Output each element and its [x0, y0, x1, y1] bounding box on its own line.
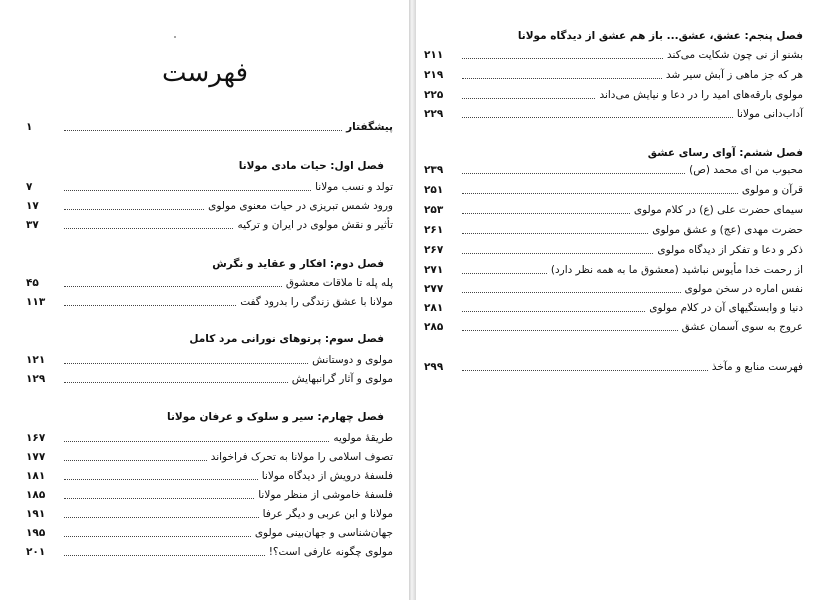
toc-page: ۱۹۱	[26, 508, 46, 520]
toc-title: ورود شمس تبریزی در حیات معنوی مولوی	[208, 200, 393, 212]
toc-page: ۲۶۷	[424, 244, 444, 256]
chapter-heading: فصل دوم: افکار و عقاید و نگرش	[212, 258, 384, 270]
chapter-heading: فصل پنجم: عشق، عشق... باز هم عشق از دیدگاه مولانا	[517, 30, 803, 42]
toc-page: ۲۸۵	[424, 321, 444, 333]
toc-row[interactable]	[424, 67, 803, 83]
toc-page: ۲۲۹	[424, 108, 444, 120]
toc-row[interactable]	[424, 262, 803, 278]
toc-title: مولوی چگونه عارفی است؟!	[268, 546, 393, 558]
book-gutter	[409, 0, 416, 600]
chapter-heading: فصل چهارم: سیر و سلوک و عرفان مولانا	[167, 411, 384, 423]
chapter-heading: فصل اول: حیات مادی مولانا	[238, 160, 384, 172]
toc-title: فهرست منابع و مآخذ	[711, 361, 803, 373]
dot-leader	[462, 273, 547, 274]
toc-row[interactable]	[26, 449, 393, 465]
chapter-heading: فصل ششم: آوای رسای عشق	[647, 147, 803, 159]
dot-leader	[462, 117, 733, 118]
dot-leader	[64, 130, 342, 131]
dot-leader	[462, 193, 738, 194]
toc-page: ۲۳۹	[424, 164, 444, 176]
toc-row[interactable]	[26, 468, 393, 484]
toc-title: هر که جز ماهی ز آبش سیر شد	[665, 69, 803, 81]
toc-row-preface[interactable]	[26, 119, 393, 135]
right-page	[416, 0, 823, 600]
toc-row[interactable]	[424, 162, 803, 178]
toc-page: ۱	[26, 121, 33, 133]
toc-row[interactable]	[26, 198, 393, 214]
toc-row[interactable]	[26, 430, 393, 446]
toc-row[interactable]	[26, 275, 393, 291]
page-title: فهرست	[161, 58, 249, 88]
toc-row[interactable]	[26, 544, 393, 560]
toc-page: ۱۶۷	[26, 432, 46, 444]
toc-row[interactable]	[424, 242, 803, 258]
toc-title: سیمای حضرت علی (ع) در کلام مولوی	[633, 204, 803, 216]
toc-title: تأثیر و نقش مولوی در ایران و ترکیه	[237, 219, 393, 231]
dot-leader	[462, 213, 630, 214]
dot-leader	[462, 311, 645, 312]
dot-leader	[64, 517, 259, 518]
toc-page: ۱۸۱	[26, 470, 46, 482]
toc-page: ۲۸۱	[424, 302, 444, 314]
dot-leader	[64, 536, 251, 537]
dot-leader	[462, 330, 678, 331]
toc-row[interactable]	[424, 222, 803, 238]
toc-title: پیشگفتار	[346, 121, 393, 133]
toc-row[interactable]	[26, 217, 393, 233]
toc-title: نفس اماره در سخن مولوی	[684, 283, 803, 295]
toc-row[interactable]	[424, 202, 803, 218]
dot-leader	[64, 479, 258, 480]
toc-row[interactable]	[26, 371, 393, 387]
toc-page: ۲۷۱	[424, 264, 444, 276]
toc-page: ۱۷	[26, 200, 39, 212]
toc-title: فلسفهٔ خاموشی از منظر مولانا	[258, 489, 393, 501]
toc-title: محبوب من ای محمد (ص)	[689, 164, 803, 176]
dot-leader	[64, 382, 288, 383]
toc-page: ۲۱۹	[424, 69, 444, 81]
toc-title: فلسفهٔ درویش از دیدگاه مولانا	[261, 470, 393, 482]
dot-leader	[462, 233, 648, 234]
toc-title: عروج به سوی آسمان عشق	[681, 321, 803, 333]
toc-page: ۲۱۱	[424, 49, 444, 61]
toc-row[interactable]	[26, 179, 393, 195]
toc-row[interactable]	[424, 47, 803, 63]
toc-title: جهان‌شناسی و جهان‌بینی مولوی	[254, 527, 393, 539]
dot-leader	[462, 370, 708, 371]
toc-page: ۱۹۵	[26, 527, 46, 539]
dot-leader	[64, 209, 204, 210]
toc-page: ۱۷۷	[26, 451, 46, 463]
toc-page: ۲۰۱	[26, 546, 46, 558]
dot-leader	[462, 58, 663, 59]
toc-page: ۴۵	[26, 277, 39, 289]
toc-title: از رحمت خدا مأیوس نباشید (معشوق ما به همه نظر دارد)	[550, 264, 803, 276]
toc-title: دنیا و وابستگیهای آن در کلام مولوی	[649, 302, 803, 314]
toc-row[interactable]	[26, 525, 393, 541]
toc-title: بشنو از نی چون شکایت می‌کند	[667, 49, 803, 61]
toc-title: مولوی و دوستانش	[312, 354, 393, 366]
toc-title: مولانا با عشق زندگی را بدرود گفت	[240, 296, 393, 308]
toc-row[interactable]	[26, 506, 393, 522]
toc-page: ۷	[26, 181, 33, 193]
dot-leader	[462, 253, 653, 254]
dot-leader	[462, 173, 685, 174]
toc-title: پله پله تا ملاقات معشوق	[285, 277, 393, 289]
toc-title: آداب‌دانی مولانا	[736, 108, 803, 120]
toc-title: قرآن و مولوی	[741, 184, 803, 196]
dot-leader	[64, 498, 254, 499]
toc-page: ۲۵۳	[424, 204, 444, 216]
toc-page: ۲۷۷	[424, 283, 444, 295]
dot-leader	[64, 363, 308, 364]
left-page	[0, 0, 409, 600]
toc-title: مولوی و آثار گرانبهایش	[291, 373, 393, 385]
toc-page: ۲۶۱	[424, 224, 444, 236]
toc-row[interactable]	[26, 487, 393, 503]
paper-speck	[174, 36, 176, 38]
toc-page: ۱۲۹	[26, 373, 46, 385]
toc-page: ۳۷	[26, 219, 39, 231]
dot-leader	[64, 228, 233, 229]
toc-row[interactable]	[424, 300, 803, 316]
dot-leader	[462, 98, 595, 99]
toc-title: تولد و نسب مولانا	[315, 181, 393, 193]
toc-row[interactable]	[424, 182, 803, 198]
toc-title: ذکر و دعا و تفکر از دیدگاه مولوی	[657, 244, 803, 256]
toc-row[interactable]	[424, 106, 803, 122]
dot-leader	[462, 292, 681, 293]
toc-row[interactable]	[26, 352, 393, 368]
toc-row[interactable]	[424, 87, 803, 103]
toc-row[interactable]	[424, 281, 803, 297]
toc-row[interactable]	[424, 319, 803, 335]
dot-leader	[64, 190, 311, 191]
dot-leader	[64, 305, 236, 306]
toc-title: طریقهٔ مولویه	[333, 432, 393, 444]
dot-leader	[64, 460, 207, 461]
toc-row-sources[interactable]	[424, 359, 803, 375]
dot-leader	[462, 78, 662, 79]
toc-page: ۱۲۱	[26, 354, 46, 366]
toc-page: ۲۲۵	[424, 89, 444, 101]
toc-title: تصوف اسلامی را مولانا به تحرک فراخواند	[210, 451, 393, 463]
toc-title: مولوی بارقه‌های امید را در دعا و نیایش می‌داند	[599, 89, 803, 101]
toc-page: ۲۵۱	[424, 184, 444, 196]
toc-page: ۱۱۳	[26, 296, 46, 308]
dot-leader	[64, 286, 282, 287]
toc-title: حضرت مهدی (عج) و عشق مولوی	[652, 224, 803, 236]
toc-row[interactable]	[26, 294, 393, 310]
toc-title: مولانا و ابن عربی و دیگر عرفا	[262, 508, 393, 520]
dot-leader	[64, 441, 329, 442]
toc-page: ۲۹۹	[424, 361, 444, 373]
chapter-heading: فصل سوم: پرتوهای نورانی مرد کامل	[189, 333, 384, 345]
dot-leader	[64, 555, 265, 556]
toc-page: ۱۸۵	[26, 489, 46, 501]
